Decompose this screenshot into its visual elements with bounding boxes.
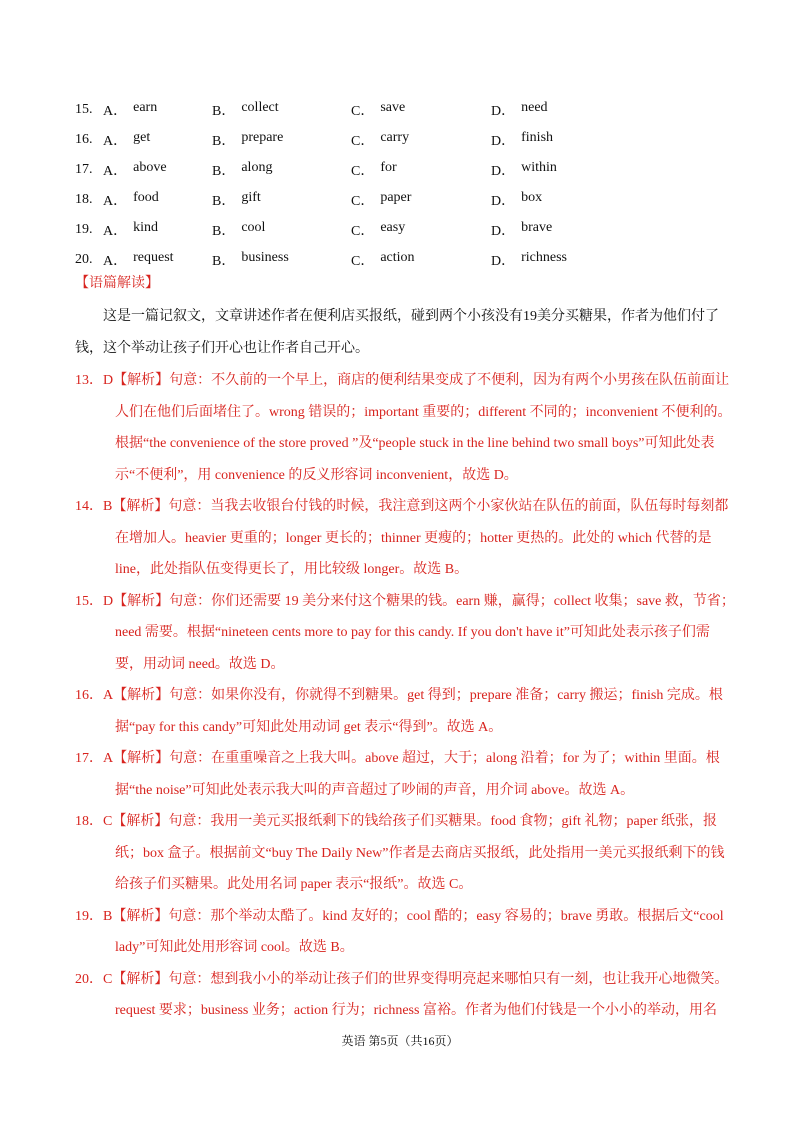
option-c [351,130,491,150]
option-row [75,215,735,245]
option-b [212,130,351,150]
option-word: prepare [241,130,284,145]
option-b [212,220,351,240]
option-letter: D． [491,254,516,269]
option-word: for [380,160,397,175]
option-letter: A． [103,254,128,269]
option-a [103,250,212,270]
explanation-item [75,901,735,964]
option-row [75,95,735,125]
option-letter: B． [212,254,236,269]
option-d [491,100,611,120]
option-row [75,155,735,185]
explanations [75,365,735,1027]
explanation-text: 句意：当我去收银台付钱的时候，我注意到这两个小家伙站在队伍的前面，队伍每时每刻都在增加人。heavier 更重的；longer 更长的；thinner 更瘦的；hotter 更热的。此处的 which 代替的是line，此处指队伍变得更长了，用比较级 longer。故选 B。 [115,499,729,577]
option-word: request [133,250,174,265]
option-letter: A． [103,164,128,179]
option-letter: B． [212,104,236,119]
option-c [351,100,491,120]
option-letter: A． [103,224,128,239]
option-word: finish [521,130,554,145]
question-number: 15. [75,102,93,117]
option-letter: D． [491,164,516,179]
option-letter: C． [351,104,375,119]
option-a [103,190,212,210]
option-word: paper [380,190,412,205]
option-letter: B． [212,224,236,239]
option-letter: B． [212,164,236,179]
option-d [491,190,611,210]
option-b [212,160,351,180]
explanation-text: 句意：那个举动太酷了。kind 友好的；cool 酷的；easy 容易的；brave 勇敢。根据后文“cool lady”可知此处用形容词 cool。故选 B。 [115,908,724,955]
option-letter: D． [491,104,516,119]
option-a [103,100,212,120]
option-letter: A． [103,134,128,149]
explanation-text: 句意：我用一美元买报纸剩下的钱给孩子们买糖果。food 食物；gift 礼物；paper 纸张，报纸；box 盒子。根据前文“buy The Daily New”作者是去商店买报纸，此处指用一美元买报纸剩下的钱给孩子们买糖果。此处用名词 paper 表示“报纸”。故选 C。 [115,814,725,892]
option-row [75,245,735,275]
question-number: 18. [75,192,93,207]
option-word: get [133,130,151,145]
option-letter: B． [212,134,236,149]
option-row [75,185,735,215]
explanation-text: 句意：如果你没有，你就得不到糖果。get 得到；prepare 准备；carry 搬运；finish 完成。根据“pay for this candy”可知此处用动词 get 表示“得到”。故选 A。 [115,688,723,735]
explanation-item [75,491,735,586]
option-word: food [133,190,159,205]
answer-options [75,95,735,275]
explanation-label: 18．C【解析】 [75,814,169,829]
option-letter: C． [351,164,375,179]
option-letter: D． [491,224,516,239]
explanation-item [75,365,735,491]
explanation-label: 15．D【解析】 [75,593,170,609]
option-c [351,220,491,240]
option-word: richness [521,250,568,265]
option-word: save [380,100,406,115]
explanation-item [75,586,735,681]
explanation-label: 13．D【解析】 [75,373,170,388]
option-a [103,130,212,150]
explanation-label: 17．A【解析】 [75,751,170,766]
option-word: gift [241,190,261,205]
explanation-item [75,964,735,1027]
explanation-text: 句意：不久前的一个早上，商店的便利结果变成了不便利，因为有两个小男孩在队伍前面让人们在他们后面堵住了。wrong 错误的；important 重要的；different 不同的；inconvenient 不便利的。根据“the convenience of the store proved ”及“people stuck in the line behind two small boys”可知此处表示“不便利”，用 convenience 的反义形容词 inconvenient，故选 D。 [115,373,732,483]
explanation-item [75,743,735,806]
option-a [103,160,212,180]
option-word: above [133,160,167,175]
option-word: need [521,100,548,115]
passage-summary: 这是一篇记叙文，文章讲述作者在便利店买报纸，碰到两个小孩没有19美分买糖果，作者为他们付了钱，这个举动让孩子们开心也让作者自己开心。 [75,309,719,356]
option-letter: C． [351,254,375,269]
explanation-item [75,680,735,743]
option-word: easy [380,220,406,235]
option-letter: A． [103,104,128,119]
option-word: brave [521,220,553,235]
option-c [351,160,491,180]
option-word: cool [241,220,266,235]
option-b [212,250,351,270]
question-number: 19. [75,222,93,237]
option-word: box [521,190,543,205]
option-d [491,130,611,150]
option-letter: C． [351,224,375,239]
option-word: earn [133,100,158,115]
option-word: within [521,160,557,175]
option-letter: D． [491,194,516,209]
option-word: collect [241,100,279,115]
option-letter: C． [351,194,375,209]
option-letter: C． [351,134,375,149]
explanation-label: 20．C【解析】 [75,971,169,987]
question-number: 20. [75,252,93,267]
explanation-text: 句意：你们还需要 19 美分来付这个糖果的钱。earn 赚，赢得；collect 收集；save 救，节省；need 需要。根据“nineteen cents more to pay for this candy. If you don't have it”可知此处表示孩子们需要，用动词 need。故选 D。 [115,593,735,672]
question-number: 16. [75,132,93,147]
option-a [103,220,212,240]
explanation-item [75,806,735,901]
option-row [75,125,735,155]
option-word: action [380,250,415,265]
option-word: along [241,160,273,175]
page-footer: 英语 第5页（共16页） [341,1034,459,1048]
option-c [351,250,491,270]
option-b [212,190,351,210]
option-c [351,190,491,210]
explanation-text: 句意：想到我小小的举动让孩子们的世界变得明亮起来哪怕只有一刻，也让我开心地微笑。request 要求；business 业务；action 行为；richness 富裕。作者为他们付钱是一个小小的举动，用名 [115,971,729,1018]
option-letter: D． [491,134,516,149]
option-d [491,160,611,180]
option-d [491,250,611,270]
question-number: 17. [75,162,93,177]
option-letter: B． [212,194,236,209]
option-word: carry [380,130,410,145]
explanation-label: 19．B【解析】 [75,908,169,924]
option-word: kind [133,220,159,235]
explanation-text: 句意：在重重噪音之上我大叫。above 超过，大于；along 沿着；for 为了；within 里面。根据“the noise”可知此处表示我大叫的声音超过了吵闹的声音，用介词 above。故选 A。 [115,751,720,798]
option-letter: A． [103,194,128,209]
section-heading: 【语篇解读】 [75,276,159,291]
explanation-label: 16．A【解析】 [75,688,170,703]
option-d [491,220,611,240]
explanation-label: 14．B【解析】 [75,499,169,514]
option-b [212,100,351,120]
option-word: business [241,250,289,265]
